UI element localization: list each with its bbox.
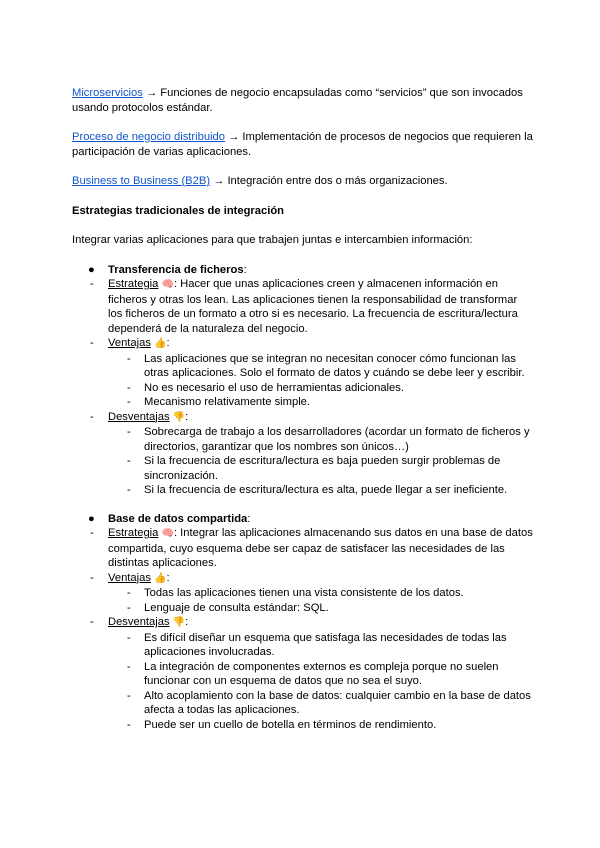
bullet-dot: ●: [88, 263, 95, 276]
ventajas-label: Ventajas: [108, 337, 151, 349]
list-item: - Es difícil diseñar un esquema que satisfaga las necesidades de todas las aplicaciones involucradas.: [127, 631, 507, 658]
estrategia-item: - Estrategia 🧠: Hacer que unas aplicaciones creen y almacenen información en ficheros y otras los lean. Las aplicaciones tienen la responsabilidad de transformar los ficheros de un formato a otro si es necesario. La frecuencia de escritura/lectura dependerá de la naturaleza del negocio.: [90, 278, 518, 335]
desventajas-label: Desventajas: [108, 410, 170, 423]
list-item: - Alto acoplamiento con la base de datos: cualquier cambio en la base de datos afecta a todas las aplicaciones.: [127, 689, 531, 716]
brain-icon: 🧠: [161, 528, 174, 539]
brain-icon: 🧠: [161, 279, 174, 290]
definition-proceso-negocio: Proceso de negocio distribuido → Implementación de procesos de negocios que requieren la participación de varias aplicaciones.: [72, 131, 533, 158]
intro-text: Integrar varias aplicaciones para que trabajen juntas e intercambien información:: [72, 234, 473, 246]
list-item: - Puede ser un cuello de botella en términos de rendimiento.: [127, 718, 437, 731]
desventajas-item: - Desventajas 👎:: [90, 616, 189, 628]
link-business-to-business[interactable]: Business to Business (B2B): [72, 175, 211, 187]
list-item: - Mecanismo relativamente simple.: [127, 396, 311, 408]
list-item: - Si la frecuencia de escritura/lectura es baja pueden surgir problemas de sincronización.: [127, 455, 501, 482]
list-item: - No es necesario el uso de herramientas adicionales.: [127, 381, 404, 394]
definition-microservicios: Microservicios → Funciones de negocio encapsuladas como “servicios” que son invocados usando protocolos estándar.: [72, 87, 523, 114]
estrategia-label: Estrategia: [108, 527, 159, 539]
bullet-dot: ●: [88, 512, 95, 525]
bullet-base-datos-compartida: ● Base de datos compartida:: [88, 512, 251, 525]
link-microservicios[interactable]: Microservicios: [72, 87, 143, 99]
document-page: [72, 86, 534, 732]
estrategia-label: Estrategia: [108, 278, 159, 290]
list-item: - Si la frecuencia de escritura/lectura es alta, puede llegar a ser ineficiente.: [127, 484, 508, 496]
estrategia-item: - Estrategia 🧠: Integrar las aplicaciones almacenando sus datos en una base de datos compartida, cuyo esquema debe ser capaz de satisfacer las necesidades de las distintas aplicaciones.: [90, 527, 533, 569]
list-item: - Las aplicaciones que se integran no necesitan conocer cómo funcionan las otras aplicaciones. Solo el formato de datos y cuándo se debe leer y escribir.: [127, 352, 525, 379]
list-item: - Todas las aplicaciones tienen una vista consistente de los datos.: [127, 587, 464, 599]
thumbs-up-icon: 👍: [154, 572, 167, 584]
list-item: - La integración de componentes externos es compleja porque no suelen funcionar con un esquema de datos que no sea el suyo.: [127, 660, 499, 687]
definition-b2b: Business to Business (B2B) → Integración entre dos o más organizaciones.: [72, 175, 448, 187]
thumbs-up-icon: 👍: [154, 338, 167, 349]
list-item: - Lenguaje de consulta estándar: SQL.: [127, 601, 329, 614]
list-item: - Sobrecarga de trabajo a los desarrolladores (acordar un formato de ficheros y directorios, garantizar que los nombres son únicos…): [127, 426, 530, 453]
thumbs-down-icon: 👎: [172, 411, 186, 423]
ventajas-label: Ventajas: [108, 571, 151, 584]
desventajas-label: Desventajas: [108, 616, 170, 628]
link-proceso-negocio-distribuido[interactable]: Proceso de negocio distribuido: [72, 131, 225, 143]
thumbs-down-icon: 👎: [172, 617, 186, 628]
ventajas-item: - Ventajas 👍:: [90, 571, 170, 584]
ventajas-item: - Ventajas 👍:: [90, 337, 170, 349]
section-heading: Estrategias tradicionales de integración: [72, 204, 285, 217]
desventajas-item: - Desventajas 👎:: [90, 410, 189, 423]
bullet-transferencia-ficheros: ● Transferencia de ficheros:: [88, 263, 247, 276]
